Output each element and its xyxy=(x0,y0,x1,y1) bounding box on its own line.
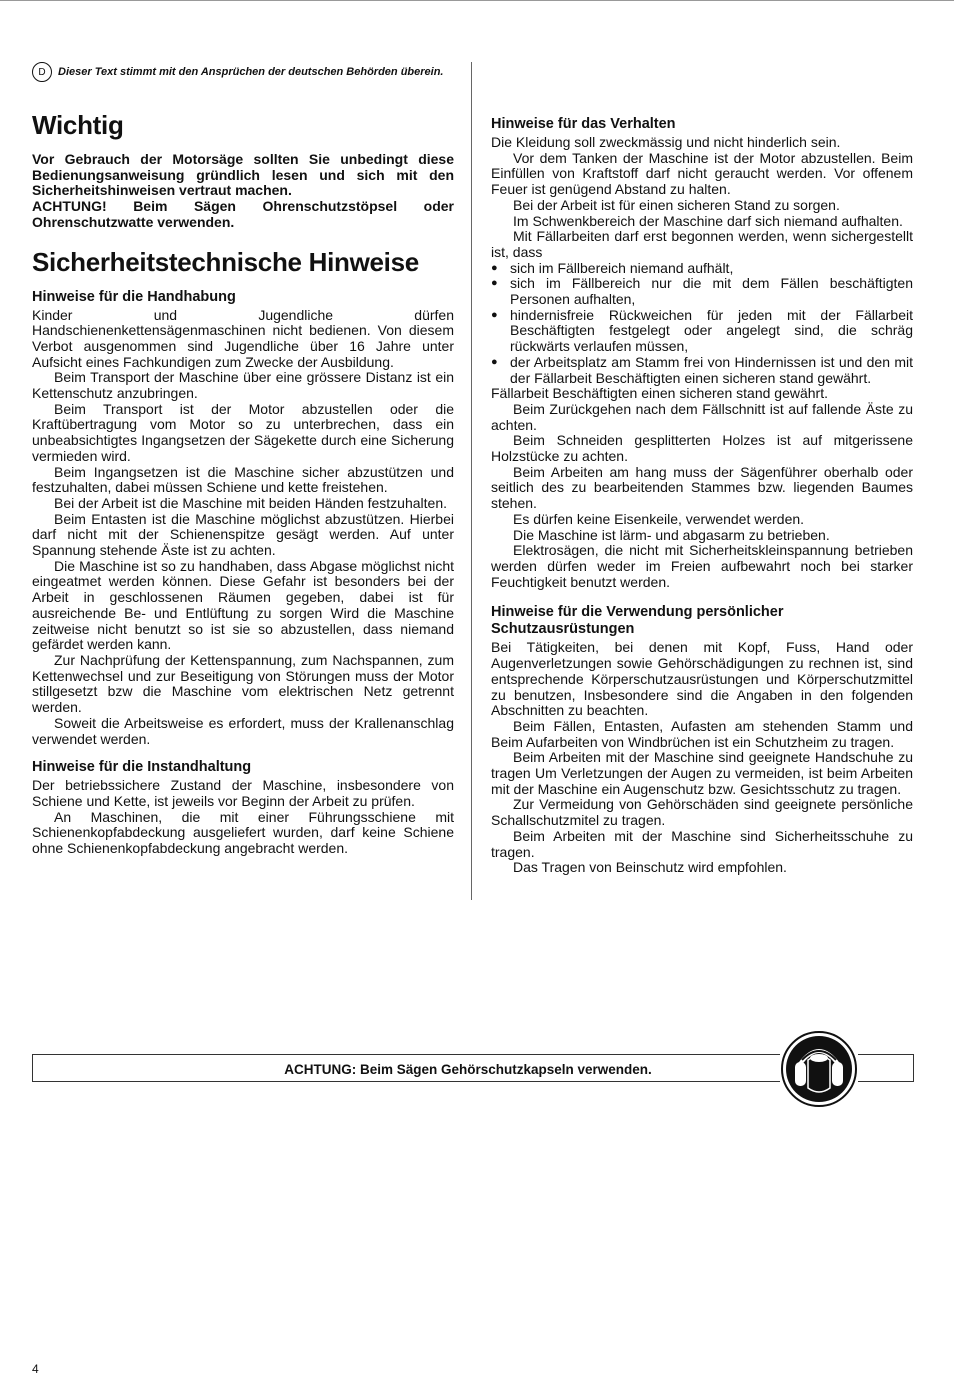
page-number: 4 xyxy=(32,1362,39,1376)
instandhaltung-heading: Hinweise für die Instandhaltung xyxy=(32,759,252,776)
schutz-heading: Hinweise für die Verwendung persönlicher Schutzausrüstungen xyxy=(491,604,784,638)
handhabung-paragraph: Bei der Arbeit ist die Maschine mit beiden Händen festzuhalten. xyxy=(54,494,448,511)
handhabung-paragraph: Beim Transport ist der Motor abzustellen oder die Kraftübertragung vom Motor so zu unterbrechen, dass ein unbeabsichtigtes Ingangsetzen der Sägekette durch eine Sicherung vermieden wird. xyxy=(32,400,454,464)
instandhaltung-paragraph: An Maschinen, die mit einer Führungsschiene mit Schienenkopfabdeckung ausgeliefert wurden, darf keine Schiene ohne Schienenkopfabdeckung angebracht werden. xyxy=(32,808,454,857)
language-note xyxy=(32,62,454,82)
schutz-paragraph: Das Tragen von Beinschutz wird empfohlen. xyxy=(513,859,787,876)
wichtig-achtung: ACHTUNG! Beim Sägen Ohrenschutzstöpsel oder Ohrenschutzwatte verwenden. xyxy=(32,198,454,230)
list-item: ● sich im Fällbereich niemand aufhält, xyxy=(491,261,913,277)
verhalten-bullet-list xyxy=(491,261,913,387)
verhalten-heading: Hinweise für das Verhalten xyxy=(491,116,676,132)
verhalten-paragraph: Bei der Arbeit ist für einen sicheren Stand zu sorgen. xyxy=(513,196,840,213)
schutz-paragraph: Beim Arbeiten mit der Maschine sind Sicherheitsschuhe zu tragen. xyxy=(491,827,913,860)
language-badge: D xyxy=(32,62,52,82)
instandhaltung-paragraph: Der betriebssichere Zustand der Maschine, insbesondere von Schiene und Kette, ist jeweils vor Beginn der Arbeit zu prüfen. xyxy=(32,777,454,809)
schutz-paragraph: Beim Arbeiten mit der Maschine sind geeignete Handschuhe zu tragen Um Verletzungen der Augen zu vermeiden, ist beim Arbeiten mit der Maschine ein Augenschutz bzw. Gesichtsschutz zu tragen. xyxy=(491,749,913,797)
wichtig-intro: Vor Gebrauch der Motorsäge sollten Sie unbedingt diese Bedienungsanweisung gründlich lesen und sich mit den Sicherheitshinweisen vertraut machen. xyxy=(32,151,454,199)
handhabung-paragraph: Beim Entasten ist die Maschine möglichst abzustützen. Hierbei darf nicht mit der Schienenspitze gesägt werden. Auf unter Spannung stehende Äste ist zu achten. xyxy=(32,510,454,559)
handhabung-paragraph: Soweit die Arbeitsweise es erfordert, muss der Krallenanschlag verwendet werden. xyxy=(32,714,454,747)
verhalten-paragraph: Beim Zurückgehen nach dem Fällschnitt ist auf fallende Äste zu achten. xyxy=(491,400,913,433)
verhalten-paragraph: Fällarbeit Beschäftigten einen sicheren stand gewährt. xyxy=(491,385,828,402)
handhabung-paragraph: Zur Nachprüfung der Kettenspannung, zum Nachspannen, zum Kettenwechsel und zur Beseitigung von Störungen muss der Motor stillgesetzt bzw die Maschine vom elektrischen Netz getrennt werden. xyxy=(32,651,454,716)
verhalten-paragraph: Mit Fällarbeiten darf erst begonnen werden, wenn sichergestellt ist, dass xyxy=(491,228,913,260)
verhalten-paragraph: Vor dem Tanken der Maschine ist der Motor abzustellen. Beim Einfüllen von Kraftstoff darf nicht geraucht werden. Vor offenem Feuer ist genügend Abstand zu halten. xyxy=(491,149,913,198)
right-column xyxy=(491,116,913,876)
verhalten-paragraph: Beim Schneiden gesplitterten Holzes ist auf mitgerissene Holzstücke zu achten. xyxy=(491,432,913,465)
verhalten-paragraph: Die Maschine ist lärm- und abgasarm zu betrieben. xyxy=(513,526,830,543)
language-note-text: Dieser Text stimmt mit den Ansprüchen der deutschen Behörden überein. xyxy=(58,66,444,78)
verhalten-paragraph: Elektrosägen, die nicht mit Sicherheitskleinspannung betrieben werden dürfen weder im Freien aufbewahrt noch bei starker Feuchtigkeit benutzt werden. xyxy=(491,542,913,590)
safety-title: Sicherheitstechnische Hinweise xyxy=(32,246,419,277)
top-rule xyxy=(0,0,954,1)
schutz-paragraph: Bei Tätigkeiten, bei denen mit Kopf, Fuss, Hand oder Augenverletzungen sowie Gehörschädigungen zu rechnen ist, sind entsprechende Körperschutzausrüstungen und Körperschutzmittel zu benutzen, Insbesondere sind die Angaben in den folgenden Abschnitten zu beachten. xyxy=(491,639,913,719)
handhabung-heading: Hinweise für die Handhabung xyxy=(32,288,236,305)
ear-protection-icon xyxy=(780,1030,858,1108)
verhalten-paragraph: Die Kleidung soll zweckmässig und nicht hinderlich sein. xyxy=(491,134,841,150)
handhabung-paragraph: Die Maschine ist so zu handhaben, dass Abgase möglichst nicht eingeatmet werden können. Diese Gefahr ist besonders bei der Arbeit in geschlossenen Räumen gegeben, dabei ist für ausreichende Be- und Entlüftung zu sorgen Wird die Maschine zeitweise nicht benutzt so ist sie so abzustellen, dass niemand gefärdet werden kann. xyxy=(32,557,454,653)
handhabung-paragraph: Kinder und Jugendliche dürfen Handschienenkettensägenmaschinen nicht bedienen. Von diesem Verbot ausgenommen sind Jugendliche über 16 Jahre unter Aufsicht eines Fachkundigen zum Zwecke der Ausbildung. xyxy=(32,306,454,370)
warning-text: ACHTUNG: Beim Sägen Gehörschutzkapseln verwenden. xyxy=(284,1062,652,1077)
verhalten-paragraph: Beim Arbeiten am hang muss der Sägenführer oberhalb oder seitlich des zu bearbeitenden Stammes bzw. liegenden Baumes stehen. xyxy=(491,463,913,512)
wichtig-title: Wichtig xyxy=(32,110,124,140)
verhalten-paragraph: Im Schwenkbereich der Maschine darf sich niemand aufhalten. xyxy=(513,212,903,229)
verhalten-paragraph: Es dürfen keine Eisenkeile, verwendet werden. xyxy=(513,510,805,527)
schutz-paragraph: Beim Fällen, Entasten, Aufasten am stehenden Stamm und Beim Aufarbeiten von Windbrüchen ist ein Schutzheim zu tragen. xyxy=(491,717,913,750)
list-item: ● sich im Fällbereich nur die mit dem Fällen beschäftigten Personen aufhalten, xyxy=(491,276,913,307)
column-divider xyxy=(471,62,472,900)
list-item: ● der Arbeitsplatz am Stamm frei von Hindernissen ist und den mit der Fällarbeit Beschäftigten einen sicheren stand gewährt. xyxy=(491,355,913,386)
handhabung-paragraph: Beim Ingangsetzen ist die Maschine sicher abzustützen und festzuhalten, dabei müssen Schiene und kette freistehen. xyxy=(32,463,454,496)
list-item: ● hindernisfreie Rückweichen für jeden mit der Fällarbeit Beschäftigten festgelegt oder angelegt sind, die schräg rückwärts verlaufen müssen, xyxy=(491,308,913,355)
schutz-paragraph: Zur Vermeidung von Gehörschäden sind geeignete persönliche Schallschutzmitel zu tragen. xyxy=(491,796,913,829)
left-column xyxy=(32,60,454,857)
handhabung-paragraph: Beim Transport der Maschine über eine grössere Distanz ist ein Kettenschutz anzubringen. xyxy=(32,369,454,402)
